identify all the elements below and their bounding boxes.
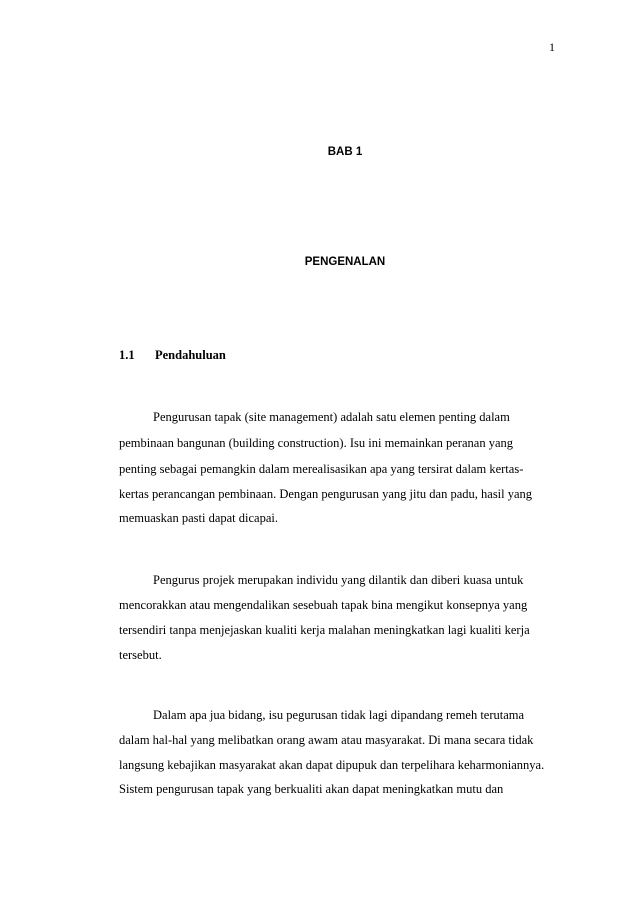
paragraph-line: kertas perancangan pembinaan. Dengan pengurusan yang jitu dan padu, hasil yang: [119, 487, 533, 501]
chapter-label: BAB 1: [327, 146, 363, 158]
section-number: 1.1: [119, 348, 135, 362]
paragraph-line: Dalam apa jua bidang, isu pegurusan tidak lagi dipandang remeh terutama: [153, 708, 525, 722]
paragraph-line: Pengurus projek merupakan individu yang dilantik dan diberi kuasa untuk: [153, 573, 524, 587]
paragraph-line: tersebut.: [119, 648, 162, 662]
paragraph-line: memuaskan pasti dapat dicapai.: [119, 511, 278, 525]
section-heading: [119, 348, 226, 363]
chapter-title: PENGENALAN: [304, 256, 386, 268]
paragraph-line: Pengurusan tapak (site management) adalah satu elemen penting dalam: [153, 410, 510, 424]
paragraph-line: langsung kebajikan masyarakat akan dapat dipupuk dan terpelihara keharmoniannya.: [119, 758, 545, 772]
section-title: Pendahuluan: [155, 348, 226, 362]
paragraph-line: penting sebagai pemangkin dalam merealisasikan apa yang tersirat dalam kertas-: [119, 462, 524, 476]
paragraph-line: dalam hal-hal yang melibatkan orang awam atau masyarakat. Di mana secara tidak: [119, 733, 534, 747]
paragraph-line: mencorakkan atau mengendalikan sesebuah tapak bina mengikut konsepnya yang: [119, 598, 528, 612]
paragraph-line: Sistem pengurusan tapak yang berkualiti akan dapat meningkatkan mutu dan: [119, 782, 504, 796]
page-number: 1: [549, 40, 555, 54]
paragraph-line: pembinaan bangunan (building construction). Isu ini memainkan peranan yang: [119, 436, 513, 450]
paragraph-line: tersendiri tanpa menjejaskan kualiti kerja malahan meningkatkan lagi kualiti kerja: [119, 623, 530, 637]
